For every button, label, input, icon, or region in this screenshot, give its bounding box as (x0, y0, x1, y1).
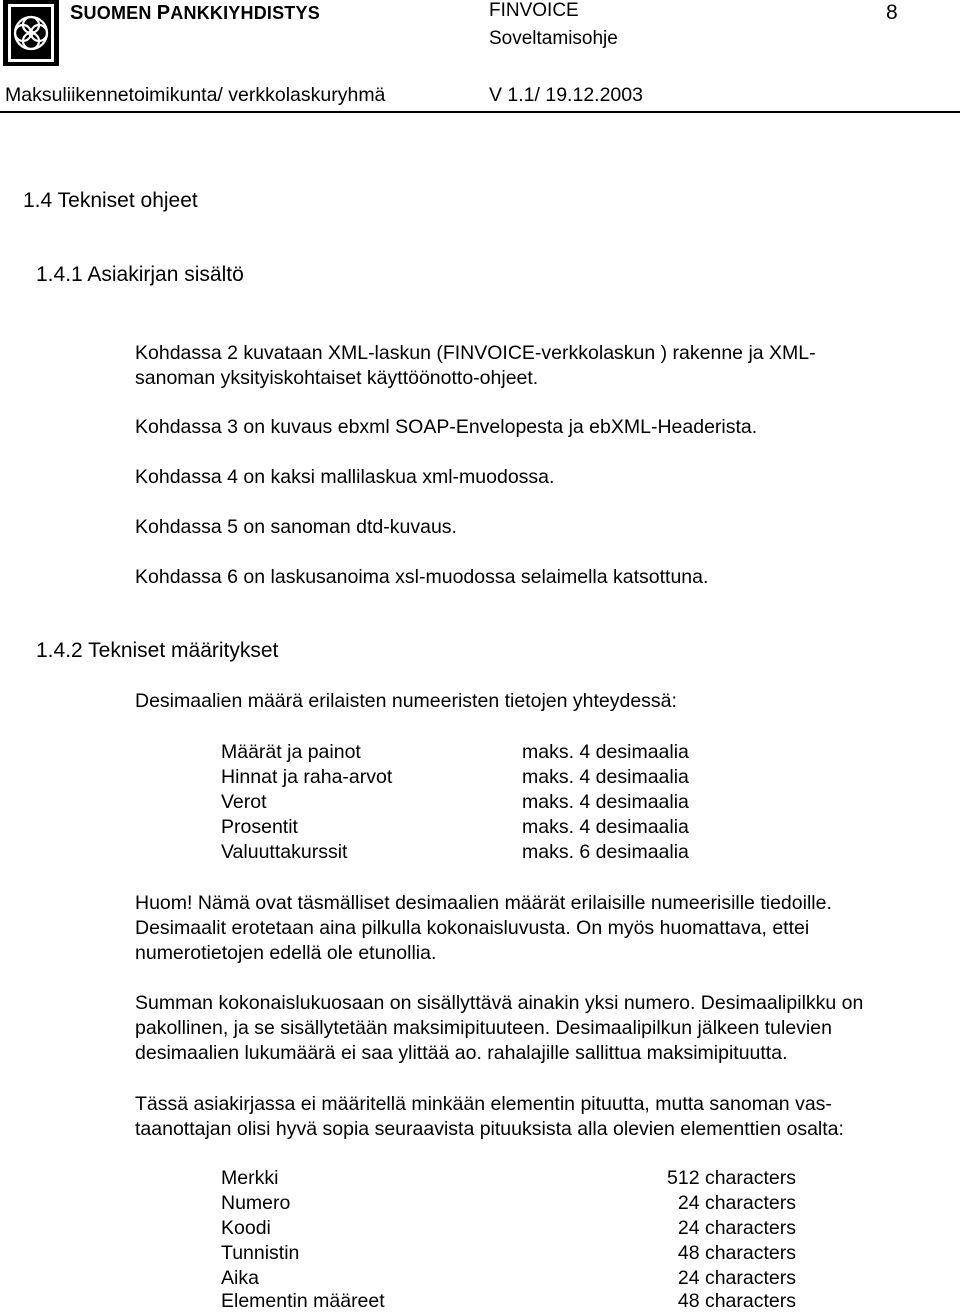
header-rule (0, 111, 960, 113)
section-heading-1-4-2: 1.4.2 Tekniset määritykset (36, 639, 279, 662)
length-label: Koodi (221, 1217, 271, 1239)
paragraph-line: desimaalien lukumäärä ei saa ylittää ao. rahalajille sallittua maksimipituutta. (135, 1042, 788, 1064)
length-label: Merkki (221, 1167, 279, 1189)
length-label: Tunnistin (221, 1242, 300, 1264)
decimals-value: maks. 4 desimaalia (522, 791, 689, 813)
length-label: Aika (221, 1267, 259, 1289)
document-subtitle: Soveltamisohje (489, 28, 618, 49)
decimals-label: Valuuttakurssit (221, 841, 348, 863)
paragraph-line: pakollinen, ja se sisällytetään maksimipituuteen. Desimaalipilkun jälkeen tulevien (135, 1017, 832, 1039)
decimals-value: maks. 4 desimaalia (522, 766, 689, 788)
paragraph-line: Kohdassa 6 on laskusanoima xsl-muodossa selaimella katsottuna. (135, 566, 709, 588)
decimals-label: Määrät ja painot (221, 741, 361, 763)
paragraph-line: numerotietojen edellä ole etunollia. (135, 942, 437, 964)
decimals-label: Verot (221, 791, 267, 813)
section-heading-1-4-1: 1.4.1 Asiakirjan sisältö (36, 263, 244, 286)
document-name: FINVOICE (489, 0, 579, 21)
page-number: 8 (886, 1, 898, 24)
decimals-value: maks. 4 desimaalia (522, 816, 689, 838)
decimals-intro: Desimaalien määrä erilaisten numeeristen tietojen yhteydessä: (135, 690, 677, 712)
paragraph-line: Kohdassa 4 on kaksi mallilaskua xml-muodossa. (135, 466, 555, 488)
length-value: 24 characters (677, 1192, 796, 1214)
paragraph-line: Tässä asiakirjassa ei määritellä minkään elementin pituutta, mutta sanoman vas- (135, 1093, 832, 1115)
decimals-value: maks. 6 desimaalia (522, 841, 689, 863)
paragraph-line: Summan kokonaislukuosaan on sisällyttävä ainakin yksi numero. Desimaalipilkku on (135, 992, 864, 1014)
committee-name: Maksuliikennetoimikunta/ verkkolaskuryhmä (5, 84, 386, 106)
section-heading-1-4: 1.4 Tekniset ohjeet (23, 189, 198, 212)
length-label: Numero (221, 1192, 291, 1214)
decimals-label: Hinnat ja raha-arvot (221, 766, 393, 788)
paragraph-line: Kohdassa 3 on kuvaus ebxml SOAP-Envelopesta ja ebXML-Headerista. (135, 416, 758, 438)
length-value: 48 characters (677, 1290, 796, 1312)
length-value: 48 characters (677, 1242, 796, 1264)
paragraph-line: taanottajan olisi hyvä sopia seuraavista pituuksista alla olevien elementtien osalta: (135, 1118, 844, 1140)
decimals-label: Prosentit (221, 816, 298, 838)
paragraph-line: Kohdassa 2 kuvataan XML-laskun (FINVOICE-verkkolaskun ) rakenne ja XML- (135, 342, 816, 364)
length-value: 24 characters (677, 1267, 796, 1289)
paragraph-line: Desimaalit erotetaan aina pilkulla kokonaisluvusta. On myös huomattava, ettei (135, 917, 810, 939)
organization-name: SUOMEN PANKKIYHDISTYS (70, 2, 320, 24)
length-value: 512 characters (667, 1167, 796, 1189)
length-value: 24 characters (677, 1217, 796, 1239)
version-date: V 1.1/ 19.12.2003 (489, 84, 643, 106)
length-label: Elementin määreet (221, 1290, 385, 1312)
paragraph-line: Huom! Nämä ovat täsmälliset desimaalien määrät erilaisille numeerisille tiedoille. (135, 892, 832, 914)
decimals-value: maks. 4 desimaalia (522, 741, 689, 763)
paragraph-line: Kohdassa 5 on sanoman dtd-kuvaus. (135, 516, 457, 538)
bank-association-logo (3, 0, 59, 66)
paragraph-line: sanoman yksityiskohtaiset käyttöönotto-ohjeet. (135, 367, 539, 389)
